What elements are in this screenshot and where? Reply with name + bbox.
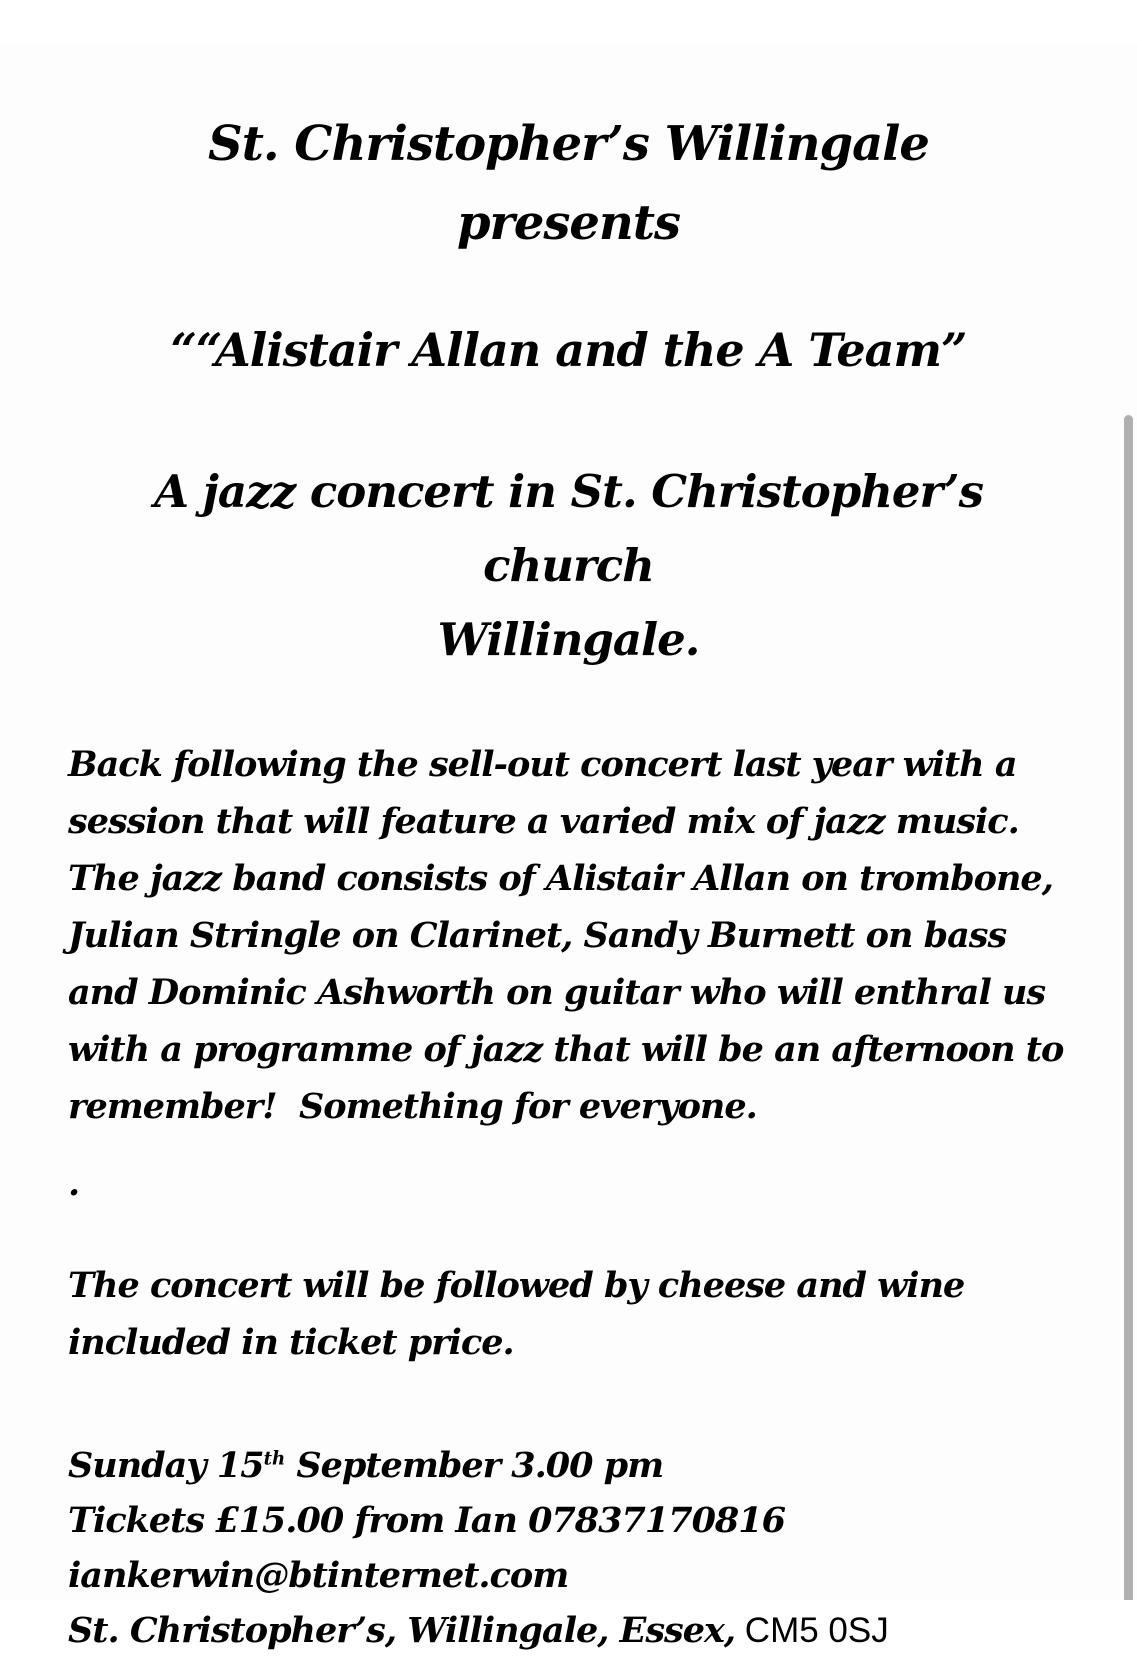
email-line: iankerwin@btinternet.com bbox=[68, 1554, 569, 1596]
flyer-content bbox=[0, 43, 1137, 1659]
presents-line: presents bbox=[456, 195, 681, 252]
document-background bbox=[0, 43, 1137, 1651]
tickets-line: Tickets £15.00 from Ian 07837170816 bbox=[68, 1499, 785, 1541]
event-date-line bbox=[68, 1439, 1069, 1494]
date-text: Sunday 15 bbox=[68, 1444, 264, 1486]
address-line bbox=[68, 1604, 1069, 1659]
subtitle-line1: A jazz concert in St. Christopher’s church bbox=[154, 464, 983, 593]
address-postcode: CM5 0SJ bbox=[735, 1610, 889, 1650]
date-time-text: September 3.00 pm bbox=[285, 1444, 664, 1486]
scrollbar-thumb[interactable] bbox=[1124, 415, 1133, 1600]
event-details-block bbox=[68, 1439, 1069, 1659]
title-block bbox=[68, 105, 1069, 263]
address-script-text: St. Christopher’s, Willingale, Essex, bbox=[68, 1609, 736, 1651]
stray-period: . bbox=[68, 1162, 80, 1204]
subtitle-line2: Willingale. bbox=[437, 613, 700, 667]
date-ordinal-superscript: th bbox=[263, 1448, 286, 1470]
intro-paragraph: Back following the sell-out concert last year with a session that will feature a varied mix of jazz music. The jazz band consists of Alistair Allan on trombone, Julian Stringle on Clarinet, Sandy Burnett on bass and Dominic Ashworth on guitar who will enthral us with a programme of jazz that will be an afternoon to remember! Something for everyone. bbox=[68, 743, 1075, 1127]
band-title: ““Alistair Allan and the A Team” bbox=[170, 323, 967, 378]
cheese-wine-paragraph: The concert will be followed by cheese and wine included in ticket price. bbox=[68, 1264, 976, 1363]
page-title: St. Christopher’s Willingale bbox=[208, 116, 929, 172]
subtitle-block bbox=[68, 455, 1069, 678]
